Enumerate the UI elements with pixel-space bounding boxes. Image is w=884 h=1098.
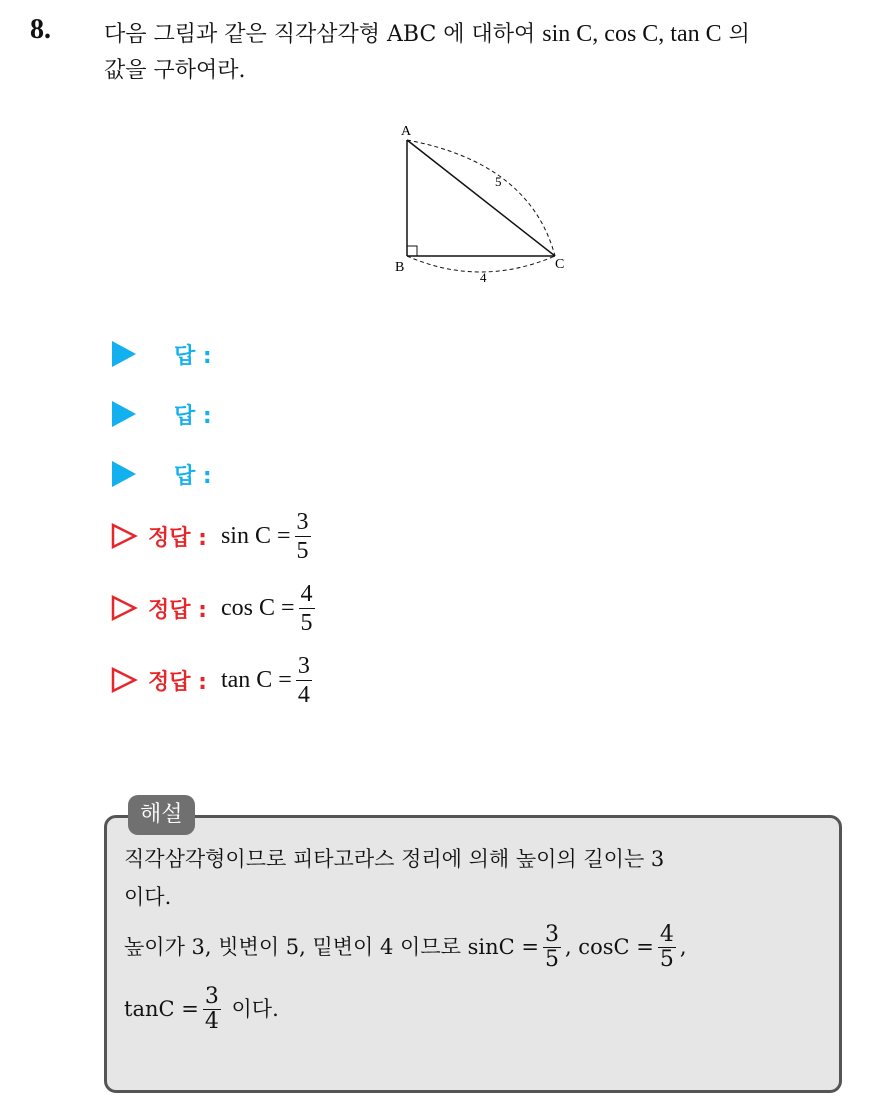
fraction xyxy=(296,652,312,709)
fraction xyxy=(543,923,561,972)
outline-triangle-icon xyxy=(110,666,138,694)
fraction-numerator: 4 xyxy=(300,580,313,607)
explanation-end-text: 이다. xyxy=(224,997,279,1021)
correct-answer-equation xyxy=(221,580,319,637)
outline-triangle-icon xyxy=(110,522,138,550)
correct-answer-row xyxy=(110,504,315,568)
hypotenuse-length-label: 5 xyxy=(495,174,502,189)
correct-answer-equation xyxy=(221,652,316,709)
fraction xyxy=(299,580,315,637)
question-line-2: 값을 구하여라. xyxy=(104,58,246,83)
equation-lhs: tan C = xyxy=(220,666,292,693)
base-length-label: 4 xyxy=(480,270,487,285)
correct-answer-label: 정답 : xyxy=(148,525,207,551)
fraction-numerator: 3 xyxy=(296,508,309,535)
correct-answer-label: 정답 : xyxy=(148,669,207,695)
answer-label: 답 : xyxy=(174,403,212,429)
question-math: sin C, cos C, tan C xyxy=(542,21,722,47)
fraction xyxy=(658,923,676,972)
fraction-numerator: 3 xyxy=(204,983,219,1009)
question-number: 8. xyxy=(30,14,51,45)
fraction-denominator: 5 xyxy=(300,609,313,636)
fraction-denominator: 5 xyxy=(544,946,559,972)
right-angle-mark xyxy=(407,246,417,256)
explanation-comma: , xyxy=(679,935,687,959)
explanation-tag: 해설 xyxy=(128,795,195,835)
vertex-a-label: A xyxy=(401,124,412,139)
blank-answer-row xyxy=(110,334,212,374)
fraction-denominator: 5 xyxy=(296,537,309,564)
fraction-numerator: 4 xyxy=(659,921,674,947)
explanation-tan-text: tanC = xyxy=(124,997,199,1021)
triangle-figure xyxy=(380,118,580,288)
answer-label: 답 : xyxy=(174,463,212,489)
side-ac xyxy=(407,140,555,256)
fraction-denominator: 4 xyxy=(297,681,310,708)
explanation-cos-text: , cosC = xyxy=(564,935,654,959)
fraction-numerator: 3 xyxy=(297,652,310,679)
explanation-sin-text: 높이가 3, 빗변이 5, 밑변이 4 이므로 sinC = xyxy=(124,935,539,959)
question-text xyxy=(104,16,874,89)
correct-answer-equation xyxy=(221,508,315,565)
play-icon xyxy=(112,341,136,367)
correct-answer-row xyxy=(110,648,316,712)
correct-answer-label: 정답 : xyxy=(148,597,207,623)
question-text-suffix: 의 xyxy=(721,22,750,47)
answer-label: 답 : xyxy=(174,343,212,369)
explanation-line-3 xyxy=(124,916,834,978)
fraction-denominator: 4 xyxy=(204,1008,219,1034)
play-icon xyxy=(112,461,136,487)
fraction xyxy=(295,508,311,565)
equation-lhs: sin C = xyxy=(220,522,291,549)
equation-lhs: cos C = xyxy=(220,594,295,621)
blank-answer-row xyxy=(110,394,212,434)
question-line-1 xyxy=(104,16,874,53)
correct-answer-row xyxy=(110,576,319,640)
fraction xyxy=(203,985,221,1034)
vertex-c-label: C xyxy=(555,257,565,272)
fraction-numerator: 3 xyxy=(544,921,559,947)
explanation-line-1: 직각삼각형이므로 피타고라스 정리에 의해 높이의 길이는 3 xyxy=(124,847,665,871)
question-text-prefix: 다음 그림과 같은 직각삼각형 ABC 에 대하여 xyxy=(104,22,543,47)
blank-answer-row xyxy=(110,454,212,494)
play-icon xyxy=(112,401,136,427)
explanation-line-4 xyxy=(124,978,834,1040)
fraction-denominator: 5 xyxy=(659,946,674,972)
explanation-line-2: 이다. xyxy=(124,885,172,909)
vertex-b-label: B xyxy=(395,260,405,275)
outline-triangle-icon xyxy=(110,594,138,622)
explanation-text xyxy=(124,840,834,1040)
